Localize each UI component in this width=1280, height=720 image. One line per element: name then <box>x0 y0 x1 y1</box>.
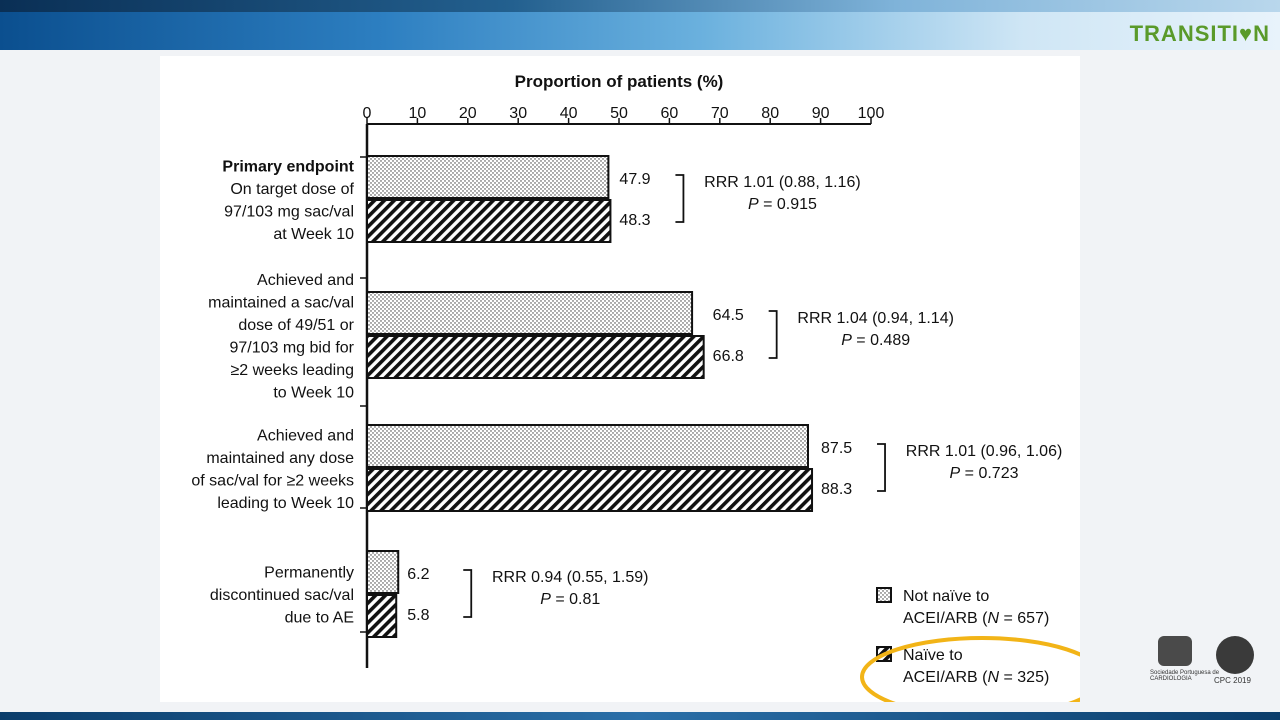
legend-swatch-not-naive <box>877 588 891 602</box>
header-strip <box>0 0 1280 12</box>
category-label: of sac/val for ≥2 weeks <box>191 472 354 490</box>
x-tick-label: 20 <box>458 105 477 122</box>
bar-naive <box>367 595 396 637</box>
data-label: 64.5 <box>712 307 744 324</box>
transition-logo: TRANSITI♥N <box>1129 21 1270 46</box>
x-tick-label: 40 <box>559 105 578 122</box>
category-label: leading to Week 10 <box>217 494 354 512</box>
rrr-annotation: RRR 1.04 (0.94, 1.14) <box>797 310 954 327</box>
category-label: 97/103 mg bid for <box>229 339 354 357</box>
bar-not-naive <box>367 551 398 593</box>
rrr-annotation: RRR 1.01 (0.96, 1.06) <box>905 443 1063 460</box>
data-label: 87.5 <box>821 440 853 457</box>
bar-not-naive <box>367 156 608 198</box>
category-label: ≥2 weeks leading <box>230 361 354 379</box>
spc-cardiologia-logo <box>1158 636 1192 666</box>
bar-not-naive <box>367 425 808 467</box>
legend-label: ACEI/ARB (N = 657) <box>903 610 1050 627</box>
data-label: 47.9 <box>619 171 651 188</box>
x-tick-label: 0 <box>362 105 372 122</box>
data-label: 48.3 <box>619 212 651 229</box>
slide-panel <box>160 56 1080 702</box>
category-label: maintained any dose <box>206 449 354 467</box>
legend-label: Naïve to <box>903 647 963 664</box>
x-tick-label: 60 <box>660 105 679 122</box>
bar-chart <box>160 56 1080 702</box>
rrr-annotation: RRR 1.01 (0.88, 1.16) <box>704 174 861 191</box>
data-label: 88.3 <box>821 481 853 498</box>
category-label: Achieved and <box>257 271 354 289</box>
x-tick-label: 10 <box>408 105 427 122</box>
p-value-annotation: P = 0.915 <box>747 196 817 213</box>
category-label: 97/103 mg sac/val <box>224 203 354 221</box>
data-label: 6.2 <box>407 566 430 583</box>
p-value-annotation: P = 0.81 <box>540 591 601 608</box>
x-tick-label: 100 <box>857 105 885 122</box>
rrr-bracket <box>769 311 777 358</box>
bar-naive <box>367 469 812 511</box>
category-label: at Week 10 <box>273 225 354 243</box>
category-label: Primary endpoint <box>222 158 354 176</box>
category-label: Achieved and <box>257 427 354 445</box>
data-label: 66.8 <box>712 348 744 365</box>
category-label: due to AE <box>284 609 354 627</box>
data-label: 5.8 <box>407 607 430 624</box>
bar-not-naive <box>367 292 692 334</box>
x-tick-label: 70 <box>710 105 729 122</box>
cpc-logo-text: CPC 2019 <box>1214 676 1251 685</box>
chart-title: Proportion of patients (%) <box>514 72 724 91</box>
footer-bar <box>0 712 1280 720</box>
category-label: to Week 10 <box>273 384 354 402</box>
rrr-bracket <box>877 444 885 491</box>
legend-label: Not naïve to <box>903 588 990 605</box>
category-label: maintained a sac/val <box>208 294 354 312</box>
cpc-2019-logo <box>1216 636 1254 674</box>
spc-logo-text: Sociedade Portuguesa de CARDIOLOGIA <box>1150 670 1220 682</box>
x-tick-label: 80 <box>761 105 780 122</box>
bar-naive <box>367 200 610 242</box>
p-value-annotation: P = 0.489 <box>841 332 911 349</box>
category-label: dose of 49/51 or <box>238 316 354 334</box>
x-tick-label: 50 <box>610 105 628 122</box>
category-label: Permanently <box>264 564 354 582</box>
p-value-annotation: P = 0.723 <box>949 465 1019 482</box>
x-tick-label: 90 <box>811 105 830 122</box>
bar-naive <box>367 336 704 378</box>
category-label: On target dose of <box>230 180 354 198</box>
category-label: discontinued sac/val <box>209 587 354 604</box>
rrr-bracket <box>675 175 683 222</box>
legend-label: ACEI/ARB (N = 325) <box>903 669 1050 686</box>
rrr-bracket <box>463 570 471 617</box>
rrr-annotation: RRR 0.94 (0.55, 1.59) <box>491 569 649 586</box>
x-tick-label: 30 <box>509 105 528 122</box>
